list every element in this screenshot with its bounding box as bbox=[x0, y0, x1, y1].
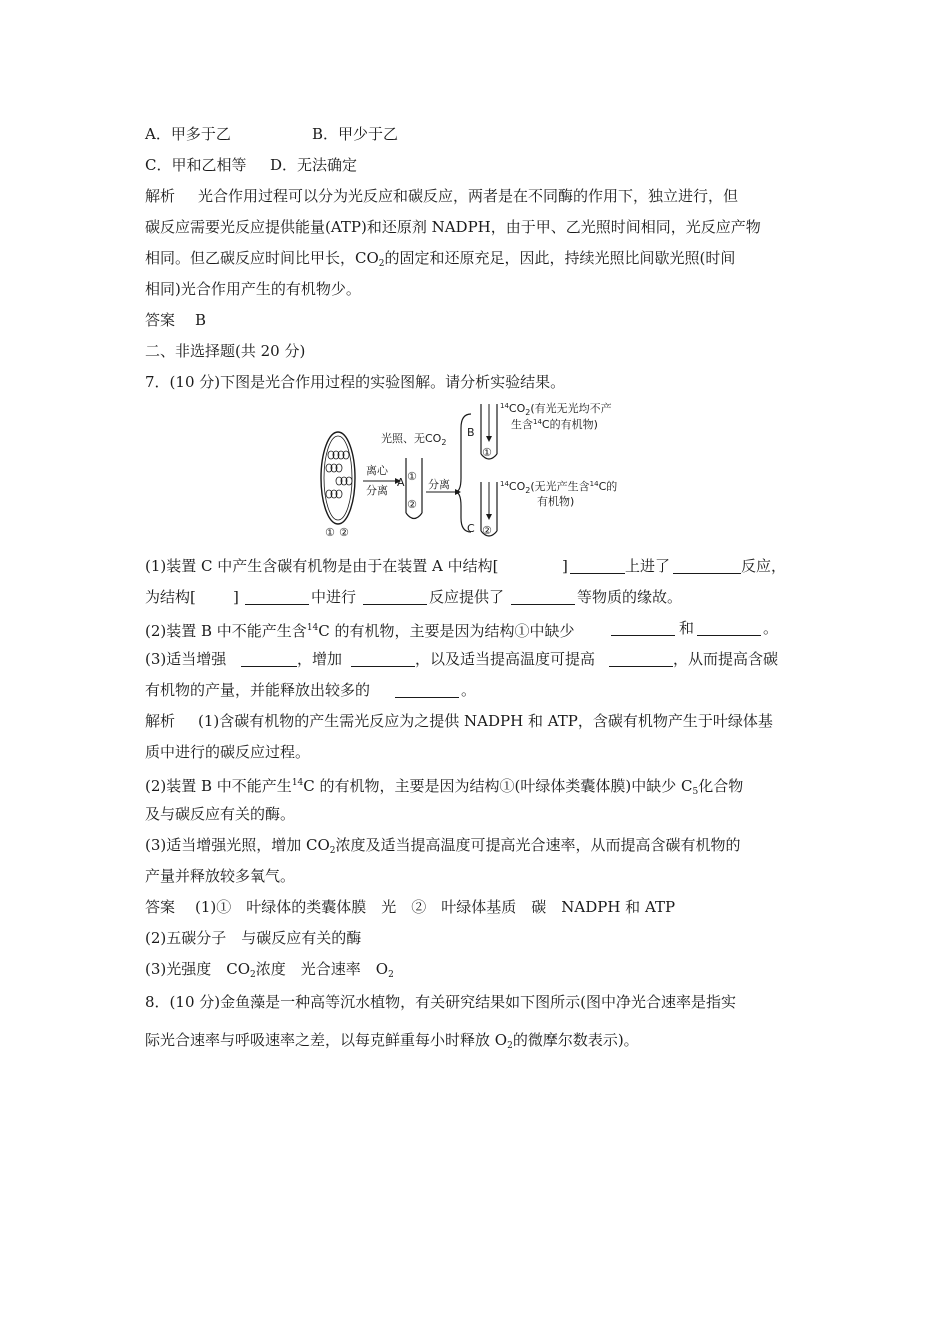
question-text: 为结构[ bbox=[145, 588, 196, 606]
subscript: 2 bbox=[388, 970, 394, 980]
analysis-text: (2)装置 B 中不能产生 bbox=[145, 777, 292, 795]
q7-analysis-line-2: 质中进行的碳反应过程。 bbox=[145, 743, 311, 761]
answer-blank[interactable] bbox=[245, 589, 309, 605]
q7-part3-line1 bbox=[145, 649, 779, 669]
tube-c-note-1: $^{14}CO_2$(无光产生含$^{14}$C的 bbox=[500, 480, 618, 495]
analysis-text: (1)含碳有机物的产生需光反应为之提供 NADPH 和 ATP，含碳有机物产生于叶绿体基 bbox=[198, 712, 773, 730]
question-text: 等物质的缘故。 bbox=[577, 588, 683, 606]
answer-blank[interactable] bbox=[241, 651, 297, 667]
q7-answer-line-1 bbox=[145, 897, 676, 917]
question-text: (2)装置 B 中不能产生含 bbox=[145, 622, 307, 640]
question-text: 中进行 bbox=[311, 588, 357, 606]
question-text: ，以及适当提高温度可提高 bbox=[415, 650, 596, 668]
tube-b-note-2: 生含$^{14}$C的有机物) bbox=[511, 418, 598, 431]
q6-analysis-line-1 bbox=[145, 186, 739, 206]
analysis-text: (3)适当增强光照，增加 CO bbox=[145, 836, 330, 854]
question-text: ] bbox=[233, 588, 239, 606]
q7-part3-line2 bbox=[145, 680, 477, 700]
subscript: 5 bbox=[692, 787, 699, 797]
answer-value: B bbox=[195, 311, 207, 329]
chloroplast-figure bbox=[321, 432, 355, 524]
label-b: B bbox=[467, 426, 475, 439]
q7-analysis-line-3 bbox=[145, 773, 743, 802]
label-c: C bbox=[467, 522, 475, 535]
superscript: 14 bbox=[306, 623, 319, 633]
answer-text: (1)① 叶绿体的类囊体膜 光 ② 叶绿体基质 碳 NADPH 和 ATP bbox=[195, 898, 676, 916]
analysis-text: 的固定和还原充足，因此，持续光照比间歇光照(时间 bbox=[384, 249, 736, 267]
q6-analysis-line-4: 相同)光合作用产生的有机物少。 bbox=[145, 280, 361, 298]
q7-analysis-line-5 bbox=[145, 835, 741, 861]
question-text: (3)适当增强 bbox=[145, 650, 227, 668]
q6-analysis-line-3 bbox=[145, 248, 735, 274]
question-text: 际光合速率与呼吸速率之差，以每克鲜重每小时释放 O bbox=[145, 1031, 508, 1049]
tube-c-content: ② bbox=[482, 524, 492, 537]
option-a: A．甲多于乙 bbox=[145, 125, 231, 143]
question-text: 和 bbox=[679, 619, 695, 637]
q7-answer-line-3 bbox=[145, 959, 394, 985]
answer-label: 答案 bbox=[145, 898, 176, 916]
question-text: ，增加 bbox=[297, 650, 343, 668]
separation-label: 分离 bbox=[428, 478, 450, 491]
answer-blank[interactable] bbox=[511, 589, 575, 605]
answer-blank[interactable] bbox=[395, 682, 459, 698]
answer-text: 浓度 光合速率 O bbox=[255, 960, 389, 978]
answer-blank[interactable] bbox=[673, 558, 741, 574]
option-row-cd bbox=[145, 155, 358, 175]
option-row-ab bbox=[145, 124, 399, 144]
tube-b-note-1: $^{14}CO_2$(有光无光均不产 bbox=[500, 402, 612, 417]
question-text: ，从而提高含碳 bbox=[673, 650, 779, 668]
q8-stem-line-1: 8．(10 分)金鱼藻是一种高等沉水植物，有关研究结果如下图所示(图中净光合速率是指实 bbox=[145, 993, 736, 1011]
tube-a-layer-2: ② bbox=[407, 498, 417, 511]
subscript: 2 bbox=[329, 846, 336, 856]
label-structure-1: ① bbox=[325, 526, 335, 539]
q7-stem: 7．(10 分)下图是光合作用过程的实验图解。请分析实验结果。 bbox=[145, 373, 566, 391]
answer-blank[interactable] bbox=[570, 558, 625, 574]
q7-analysis-line-1 bbox=[145, 711, 773, 731]
condition-label: 光照、无$CO_2$ bbox=[381, 432, 447, 447]
subscript: 2 bbox=[378, 259, 385, 269]
q7-analysis-line-4: 及与碳反应有关的酶。 bbox=[145, 805, 296, 823]
question-text: 反应提供了 bbox=[429, 588, 505, 606]
question-text: (1)装置 C 中产生含碳有机物是由于在装置 A 中结构[ bbox=[145, 557, 499, 575]
answer-blank[interactable] bbox=[697, 620, 761, 636]
question-text: 。 bbox=[763, 619, 779, 637]
answer-blank[interactable] bbox=[351, 651, 415, 667]
tube-b-content: ① bbox=[482, 446, 492, 459]
question-text: 反应， bbox=[741, 557, 787, 575]
q7-part1-line1 bbox=[145, 556, 787, 576]
label-a: A bbox=[397, 476, 405, 489]
q7-part1-line2 bbox=[145, 587, 683, 607]
analysis-label: 解析 bbox=[145, 187, 176, 205]
q7-part2 bbox=[145, 618, 779, 641]
analysis-text: 相同。但乙碳反应时间比甲长，CO bbox=[145, 249, 379, 267]
question-text: C 的有机物，主要是因为结构①中缺少 bbox=[318, 622, 575, 640]
q7-answer-line-2: (2)五碳分子 与碳反应有关的酶 bbox=[145, 929, 362, 947]
centrifuge-label-1: 离心 bbox=[366, 464, 388, 477]
analysis-text: 浓度及适当提高温度可提高光合速率，从而提高含碳有机物的 bbox=[335, 836, 741, 854]
question-text: 的微摩尔数表示)。 bbox=[512, 1031, 639, 1049]
analysis-text: 化合物 bbox=[698, 777, 744, 795]
question-text: 。 bbox=[461, 681, 477, 699]
centrifuge-label-2: 分离 bbox=[366, 484, 388, 497]
q6-answer bbox=[145, 310, 207, 330]
answer-label: 答案 bbox=[145, 311, 176, 329]
answer-blank[interactable] bbox=[363, 589, 427, 605]
analysis-text: C 的有机物，主要是因为结构①(叶绿体类囊体膜)中缺少 C bbox=[303, 777, 693, 795]
q8-stem-line-2 bbox=[145, 1030, 639, 1056]
superscript: 14 bbox=[291, 778, 304, 788]
experiment-diagram bbox=[315, 398, 645, 540]
analysis-text: 光合作用过程可以分为光反应和碳反应，两者是在不同酶的作用下，独立进行，但 bbox=[198, 187, 739, 205]
subscript: 2 bbox=[507, 1041, 513, 1051]
question-text: ] bbox=[562, 557, 568, 575]
option-d: D．无法确定 bbox=[270, 156, 358, 174]
subscript: 2 bbox=[250, 970, 256, 980]
analysis-label: 解析 bbox=[145, 712, 176, 730]
option-c: C．甲和乙相等 bbox=[145, 156, 247, 174]
tube-a-layer-1: ① bbox=[407, 470, 417, 483]
section-heading: 二、非选择题(共 20 分) bbox=[145, 342, 306, 360]
answer-text: (3)光强度 CO bbox=[145, 960, 251, 978]
q6-analysis-line-2: 碳反应需要光反应提供能量(ATP)和还原剂 NADPH，由于甲、乙光照时间相同，光反应产物 bbox=[145, 218, 761, 236]
question-text: 上进了 bbox=[625, 557, 671, 575]
tube-c-note-2: 有机物) bbox=[537, 495, 575, 508]
answer-blank[interactable] bbox=[609, 651, 673, 667]
answer-blank[interactable] bbox=[611, 620, 675, 636]
label-structure-2: ② bbox=[339, 526, 349, 539]
question-text: 有机物的产量，并能释放出较多的 bbox=[145, 681, 371, 699]
q7-analysis-line-6: 产量并释放较多氧气。 bbox=[145, 867, 296, 885]
option-b: B．甲少于乙 bbox=[312, 125, 399, 143]
